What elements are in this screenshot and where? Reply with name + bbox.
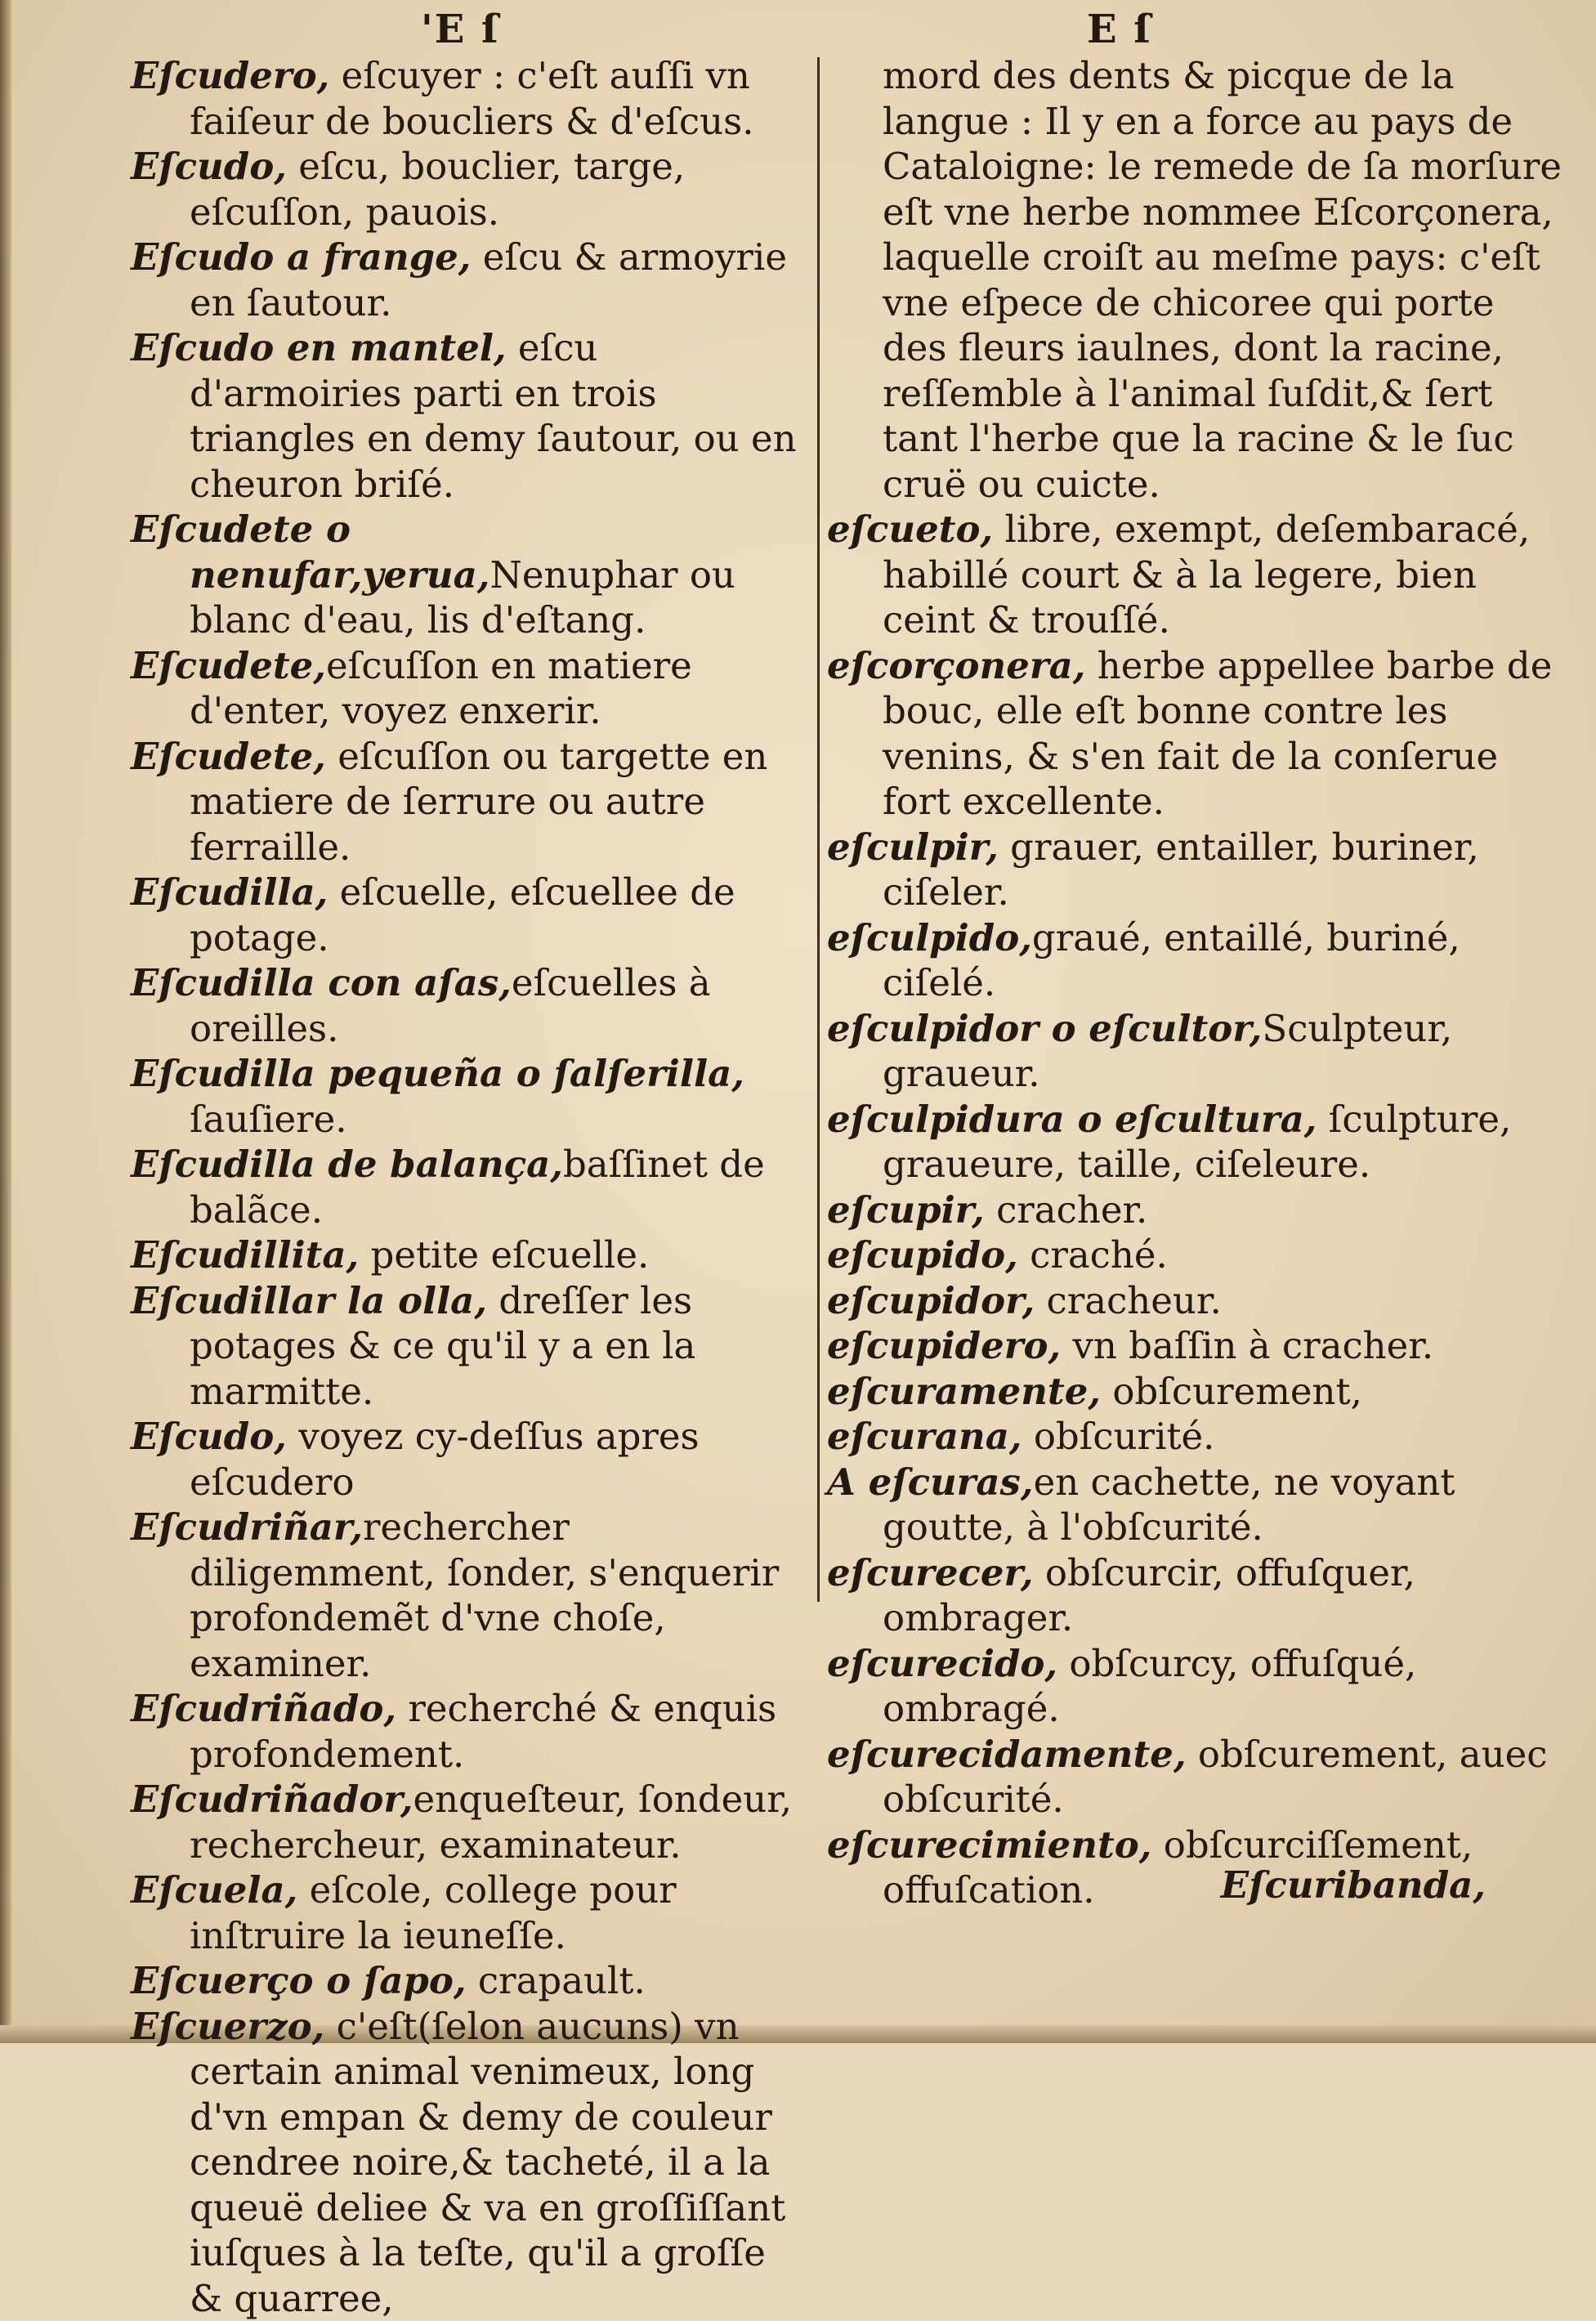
entry-definition: eſcu d'armoiries parti en trois triangles en demy ſautour, ou en cheuron briſé. bbox=[190, 326, 797, 506]
entry-definition: obſcurcir, offuſquer, ombrager. bbox=[883, 1551, 1415, 1640]
dictionary-entry bbox=[827, 1278, 1562, 1324]
entry-definition: graué, entaillé, buriné, ciſelé. bbox=[883, 916, 1460, 1005]
entry-definition: petite eſcuelle. bbox=[359, 1233, 649, 1277]
dictionary-entry bbox=[827, 1187, 1562, 1233]
entry-headword: eſculpidor o eſcultor, bbox=[827, 1007, 1262, 1050]
entry-definition: eſcuelles à oreilles. bbox=[190, 961, 711, 1050]
left-column bbox=[131, 53, 809, 2321]
entry-headword: eſcueto, bbox=[827, 508, 993, 551]
dictionary-entry bbox=[827, 643, 1562, 825]
entry-definition: obſcurement, auec obſcurité. bbox=[883, 1733, 1547, 1822]
entry-definition: Sculpteur, graueur. bbox=[883, 1007, 1452, 1096]
dictionary-entry bbox=[827, 1323, 1562, 1369]
entry-headword: eſcupidero, bbox=[827, 1324, 1061, 1367]
entry-definition: ſauſiere. bbox=[190, 1098, 347, 1141]
column-divider bbox=[817, 57, 820, 1602]
entry-headword: Eſcudilla, bbox=[131, 870, 328, 914]
entry-definition: grauer, entailler, buriner, ciſeler. bbox=[883, 825, 1479, 915]
entry-definition: eſcole, college pour inſtruire la ieuneſſe. bbox=[190, 1868, 677, 1957]
entry-definition: dreſſer les potages & ce qu'il y a en la marmitte. bbox=[190, 1279, 695, 1413]
entry-definition: Nenuphar ou blanc d'eau, lis d'eſtang. bbox=[190, 553, 735, 642]
right-column bbox=[827, 53, 1562, 1913]
entry-headword: Eſcudo en mantel, bbox=[131, 326, 507, 369]
entry-headword: Eſcuerço o ſapo, bbox=[131, 1959, 467, 2002]
entry-headword: Eſcudo, bbox=[131, 145, 287, 188]
entry-headword: Eſcudilla de balança, bbox=[131, 1143, 563, 1186]
entry-definition: ſculpture, graueure, taille, ciſeleure. bbox=[883, 1098, 1511, 1187]
entry-headword: eſcurecidamente, bbox=[827, 1733, 1187, 1776]
entry-headword: A eſcuras, bbox=[827, 1460, 1034, 1504]
running-header-left: 'E ſ bbox=[421, 7, 500, 52]
entry-headword: Eſcudilla pequeña o ſalſerilla, bbox=[131, 1052, 744, 1095]
entry-definition: cracheur. bbox=[1035, 1279, 1222, 1322]
dictionary-entry bbox=[827, 825, 1562, 915]
entry-headword: eſcupidor, bbox=[827, 1279, 1035, 1322]
entry-headword: eſcurecido, bbox=[827, 1642, 1057, 1685]
dictionary-entry bbox=[131, 144, 809, 235]
dictionary-entry bbox=[827, 1369, 1562, 1415]
entry-definition: voyez cy-deſſus apres eſcudero bbox=[190, 1415, 700, 1504]
entry-headword: Eſcudete o nenufar,yerua, bbox=[131, 508, 490, 597]
entry-definition: eſcuſſon en matiere d'enter, voyez enxerir. bbox=[190, 644, 692, 733]
dictionary-entry bbox=[131, 325, 809, 507]
entry-headword: Eſcuerzo, bbox=[131, 2005, 324, 2048]
dictionary-entry bbox=[131, 1142, 809, 1232]
entry-definition: eſcu & armoyrie en ſautour. bbox=[190, 235, 787, 324]
dictionary-entry-continued bbox=[827, 53, 1562, 507]
dictionary-entry bbox=[827, 507, 1562, 643]
dictionary-entry bbox=[131, 53, 809, 144]
dictionary-entry bbox=[131, 1414, 809, 1505]
entry-definition: en cachette, ne voyant goutte, à l'obſcurité. bbox=[883, 1460, 1455, 1550]
dictionary-entry bbox=[131, 1777, 809, 1867]
entry-headword: eſcupido, bbox=[827, 1233, 1018, 1277]
entry-definition: crapault. bbox=[467, 1959, 646, 2002]
dictionary-entry bbox=[131, 1232, 809, 1278]
entry-definition: vn baſſin à cracher. bbox=[1061, 1324, 1433, 1367]
entry-definition: craché. bbox=[1018, 1233, 1168, 1277]
entry-definition: obſcurciſſement, offuſcation. bbox=[883, 1823, 1473, 1912]
entry-definition: obſcurement, bbox=[1101, 1370, 1362, 1413]
entry-definition: enqueſteur, ſondeur, rechercheur, examinateur. bbox=[190, 1778, 792, 1867]
entry-definition: mord des dents & picque de la langue : Il y en a force au pays de Cataloigne: le remede de ſa morſure eſt vne herbe nommee Eſcorçonera, laquelle croiſt au meſme pays: c'eſt vne eſpece de chicoree qui porte des fleurs iaulnes, dont la racine, reſſemble à l'animal ſuſdit,& ſert tant l'herbe que la racine & le ſuc cruë ou cuicte. bbox=[883, 54, 1562, 506]
entry-definition: eſcuyer : c'eſt auſſi vn faiſeur de boucliers & d'eſcus. bbox=[190, 54, 754, 143]
entry-headword: Eſcudete, bbox=[131, 735, 326, 778]
entry-definition: eſcu, bouclier, targe, eſcuſſon, pauois. bbox=[190, 145, 685, 234]
entry-definition: obſcurcy, offuſqué, ombragé. bbox=[883, 1642, 1416, 1731]
dictionary-entry bbox=[131, 507, 809, 643]
dictionary-entry bbox=[827, 1641, 1562, 1732]
dictionary-entry bbox=[131, 1867, 809, 1958]
entry-headword: Eſcudriñador, bbox=[131, 1778, 414, 1821]
entry-headword: Eſcudero, bbox=[131, 54, 329, 97]
entry-headword: Eſcuela, bbox=[131, 1868, 297, 1912]
entry-definition: baſſinet de balãce. bbox=[190, 1143, 765, 1232]
entry-headword: eſcurecer, bbox=[827, 1551, 1034, 1594]
entry-headword: eſcorçonera, bbox=[827, 644, 1085, 687]
entry-headword: Eſcudilla con aſas, bbox=[131, 961, 512, 1004]
dictionary-entry bbox=[131, 960, 809, 1051]
entry-headword: eſcurana, bbox=[827, 1415, 1022, 1458]
dictionary-entry bbox=[827, 1097, 1562, 1187]
entry-definition: eſcuelle, eſcuellee de potage. bbox=[190, 870, 735, 959]
entry-headword: Eſcudo a frange, bbox=[131, 235, 471, 279]
entry-headword: Eſcudete, bbox=[131, 644, 326, 687]
dictionary-entry bbox=[131, 1278, 809, 1415]
entry-headword: eſculpido, bbox=[827, 916, 1032, 959]
entry-headword: Eſcudriñado, bbox=[131, 1687, 396, 1730]
entry-definition: herbe appellee barbe de bouc, elle eſt bonne contre les venins, & s'en fait de la conſerue fort excellente. bbox=[883, 644, 1552, 824]
entry-headword: eſculpir, bbox=[827, 825, 999, 869]
dictionary-entry bbox=[827, 1232, 1562, 1278]
dictionary-entry bbox=[131, 1051, 809, 1142]
entry-definition: libre, exempt, deſembaracé, habillé court & à la legere, bien ceint & trouſſé. bbox=[883, 508, 1530, 642]
dictionary-entry bbox=[131, 1686, 809, 1777]
dictionary-entry bbox=[131, 1505, 809, 1686]
entry-headword: Eſcudillita, bbox=[131, 1233, 359, 1277]
catchword: Eſcuribanda, bbox=[1221, 1863, 1486, 1907]
entry-headword: Eſcudillar la olla, bbox=[131, 1279, 487, 1322]
dictionary-entry bbox=[131, 643, 809, 734]
entry-definition: eſcuſſon ou targette en matiere de ſerrure ou autre ferraille. bbox=[190, 735, 767, 869]
dictionary-entry bbox=[827, 1550, 1562, 1641]
entry-headword: eſcupir, bbox=[827, 1188, 985, 1232]
entry-definition: recherché & enquis profondement. bbox=[190, 1687, 776, 1776]
dictionary-entry bbox=[131, 2004, 809, 2321]
dictionary-entry bbox=[827, 1006, 1562, 1097]
entry-headword: Eſcudo, bbox=[131, 1415, 287, 1458]
dictionary-entry bbox=[827, 1414, 1562, 1460]
running-header-right: E ſ bbox=[1087, 7, 1152, 52]
page-gutter-edge bbox=[0, 0, 11, 2043]
entry-headword: eſcuramente, bbox=[827, 1370, 1101, 1413]
entry-definition: cracher. bbox=[985, 1188, 1148, 1232]
entry-definition: c'eſt(ſelon aucuns) vn certain animal venimeux, long d'vn empan & demy de couleur cendree noire,& tacheté, il a la queuë deliee & va en groſſiſſant iuſques à la teſte, qu'il a groſſe & quarree, bbox=[190, 2005, 785, 2320]
dictionary-entry bbox=[131, 870, 809, 960]
dictionary-entry bbox=[131, 235, 809, 325]
dictionary-entry bbox=[131, 1958, 809, 2004]
dictionary-entry bbox=[131, 734, 809, 870]
entry-headword: Eſcudriñar, bbox=[131, 1505, 363, 1549]
entry-definition: rechercher diligemment, ſonder, s'enquerir profondemẽt d'vne choſe, examiner. bbox=[190, 1505, 779, 1685]
dictionary-entry bbox=[827, 1732, 1562, 1822]
dictionary-entry bbox=[827, 1460, 1562, 1550]
entry-headword: eſculpidura o eſcultura, bbox=[827, 1098, 1317, 1141]
entry-definition: obſcurité. bbox=[1022, 1415, 1215, 1458]
entry-headword: eſcurecimiento, bbox=[827, 1823, 1151, 1867]
dictionary-entry bbox=[827, 915, 1562, 1006]
